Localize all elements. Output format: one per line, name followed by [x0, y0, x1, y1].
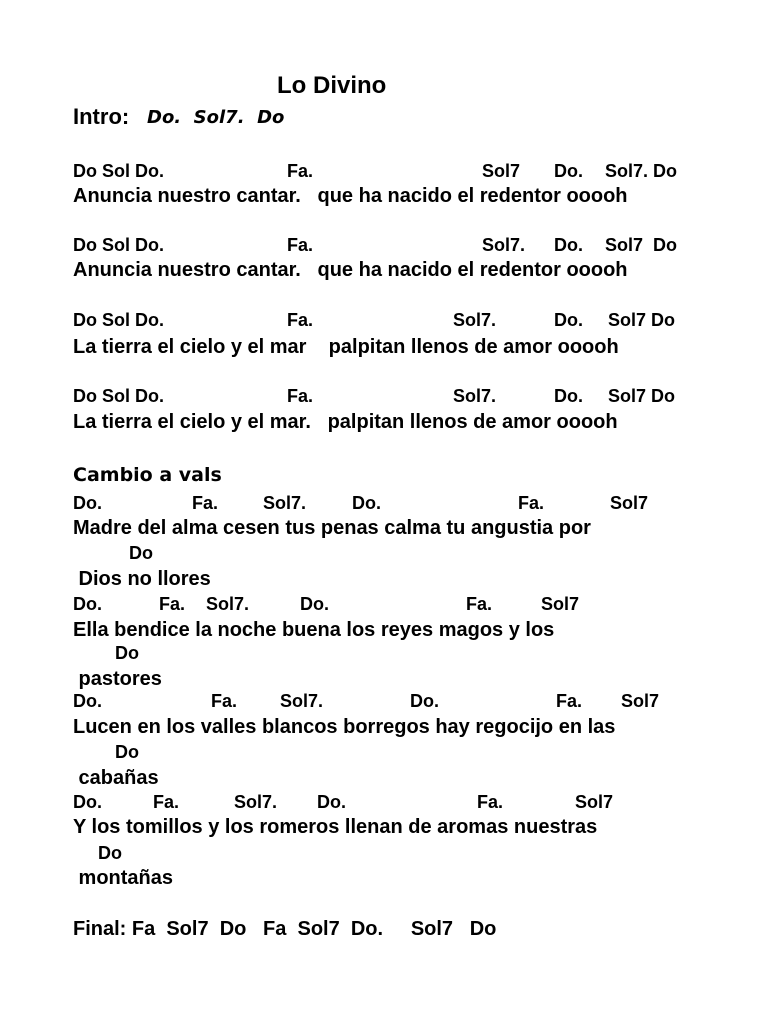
chord: Fa. — [477, 792, 504, 812]
chord: Sol7. — [206, 594, 250, 614]
lyric-line: La tierra el cielo y el mar. palpitan llenos de amor ooooh — [73, 411, 618, 433]
lyric-line: Anuncia nuestro cantar. que ha nacido el redentor ooooh — [73, 259, 628, 281]
chord: Fa. — [518, 493, 545, 513]
lyric-line: La tierra el cielo y el mar palpitan llenos de amor ooooh — [73, 336, 619, 358]
intro-label: Intro: — [73, 104, 130, 129]
chord: Do — [115, 742, 139, 762]
chord: Fa. — [192, 493, 219, 513]
section-heading: Cambio a vals — [73, 464, 222, 486]
chord: Sol7. — [482, 235, 526, 255]
chord: Sol7. Do — [605, 161, 678, 181]
lyric-line: Madre del alma cesen tus penas calma tu angustia por — [73, 517, 591, 539]
chord: Sol7. — [263, 493, 307, 513]
chord: Fa. — [287, 386, 314, 406]
chord: Sol7 — [482, 161, 521, 181]
chord: Do — [129, 543, 153, 563]
page-title: Lo Divino — [277, 72, 387, 99]
chord: Do Sol Do. — [73, 161, 164, 181]
chord: Fa. — [287, 161, 314, 181]
chord: Sol7 — [575, 792, 614, 812]
chord: Sol7. — [453, 386, 497, 406]
chord: Sol7 Do — [608, 310, 676, 330]
lyric-line: montañas — [73, 867, 174, 889]
chord: Sol7 — [610, 493, 649, 513]
chord: Fa. — [153, 792, 180, 812]
lyric-line: Dios no llores — [73, 568, 211, 590]
chord: Do Sol Do. — [73, 310, 164, 330]
chord: Do. — [554, 161, 583, 181]
chord: Do — [98, 843, 122, 863]
chord: Sol7. — [453, 310, 497, 330]
chord: Sol7 Do — [608, 386, 676, 406]
lyric-line: Ella bendice la noche buena los reyes magos y los — [73, 619, 555, 641]
chord: Fa. — [287, 310, 314, 330]
chord: Do Sol Do. — [73, 235, 164, 255]
lyric-line: pastores — [73, 668, 162, 690]
chord: Do. — [317, 792, 346, 812]
chord: Do. — [554, 235, 583, 255]
intro-chords: Do. Sol7. Do — [147, 107, 285, 128]
chord: Do. — [410, 691, 439, 711]
lyric-line: Lucen en los valles blancos borregos hay regocijo en las — [73, 716, 616, 738]
chord: Sol7 — [541, 594, 580, 614]
chord: Fa. — [466, 594, 493, 614]
chord: Fa. — [556, 691, 583, 711]
chord: Sol7. — [234, 792, 278, 812]
chord: Do. — [300, 594, 329, 614]
lyric-line: cabañas — [73, 767, 159, 789]
chord: Sol7. — [280, 691, 324, 711]
final-chords: Final: Fa Sol7 Do Fa Sol7 Do. Sol7 Do — [73, 918, 497, 940]
chord: Fa. — [159, 594, 186, 614]
chord: Do. — [554, 386, 583, 406]
chord: Do. — [352, 493, 381, 513]
chord: Do Sol Do. — [73, 386, 164, 406]
chord: Do. — [554, 310, 583, 330]
lyric-line: Y los tomillos y los romeros llenan de aromas nuestras — [73, 816, 598, 838]
chord: Fa. — [211, 691, 238, 711]
chord: Sol7 — [621, 691, 660, 711]
chord: Do. — [73, 691, 102, 711]
chord: Do — [115, 643, 139, 663]
chord: Do. — [73, 493, 102, 513]
chord: Do. — [73, 792, 102, 812]
chord: Sol7 Do — [605, 235, 678, 255]
chord: Fa. — [287, 235, 314, 255]
lyric-line: Anuncia nuestro cantar. que ha nacido el redentor ooooh — [73, 185, 628, 207]
chord: Do. — [73, 594, 102, 614]
